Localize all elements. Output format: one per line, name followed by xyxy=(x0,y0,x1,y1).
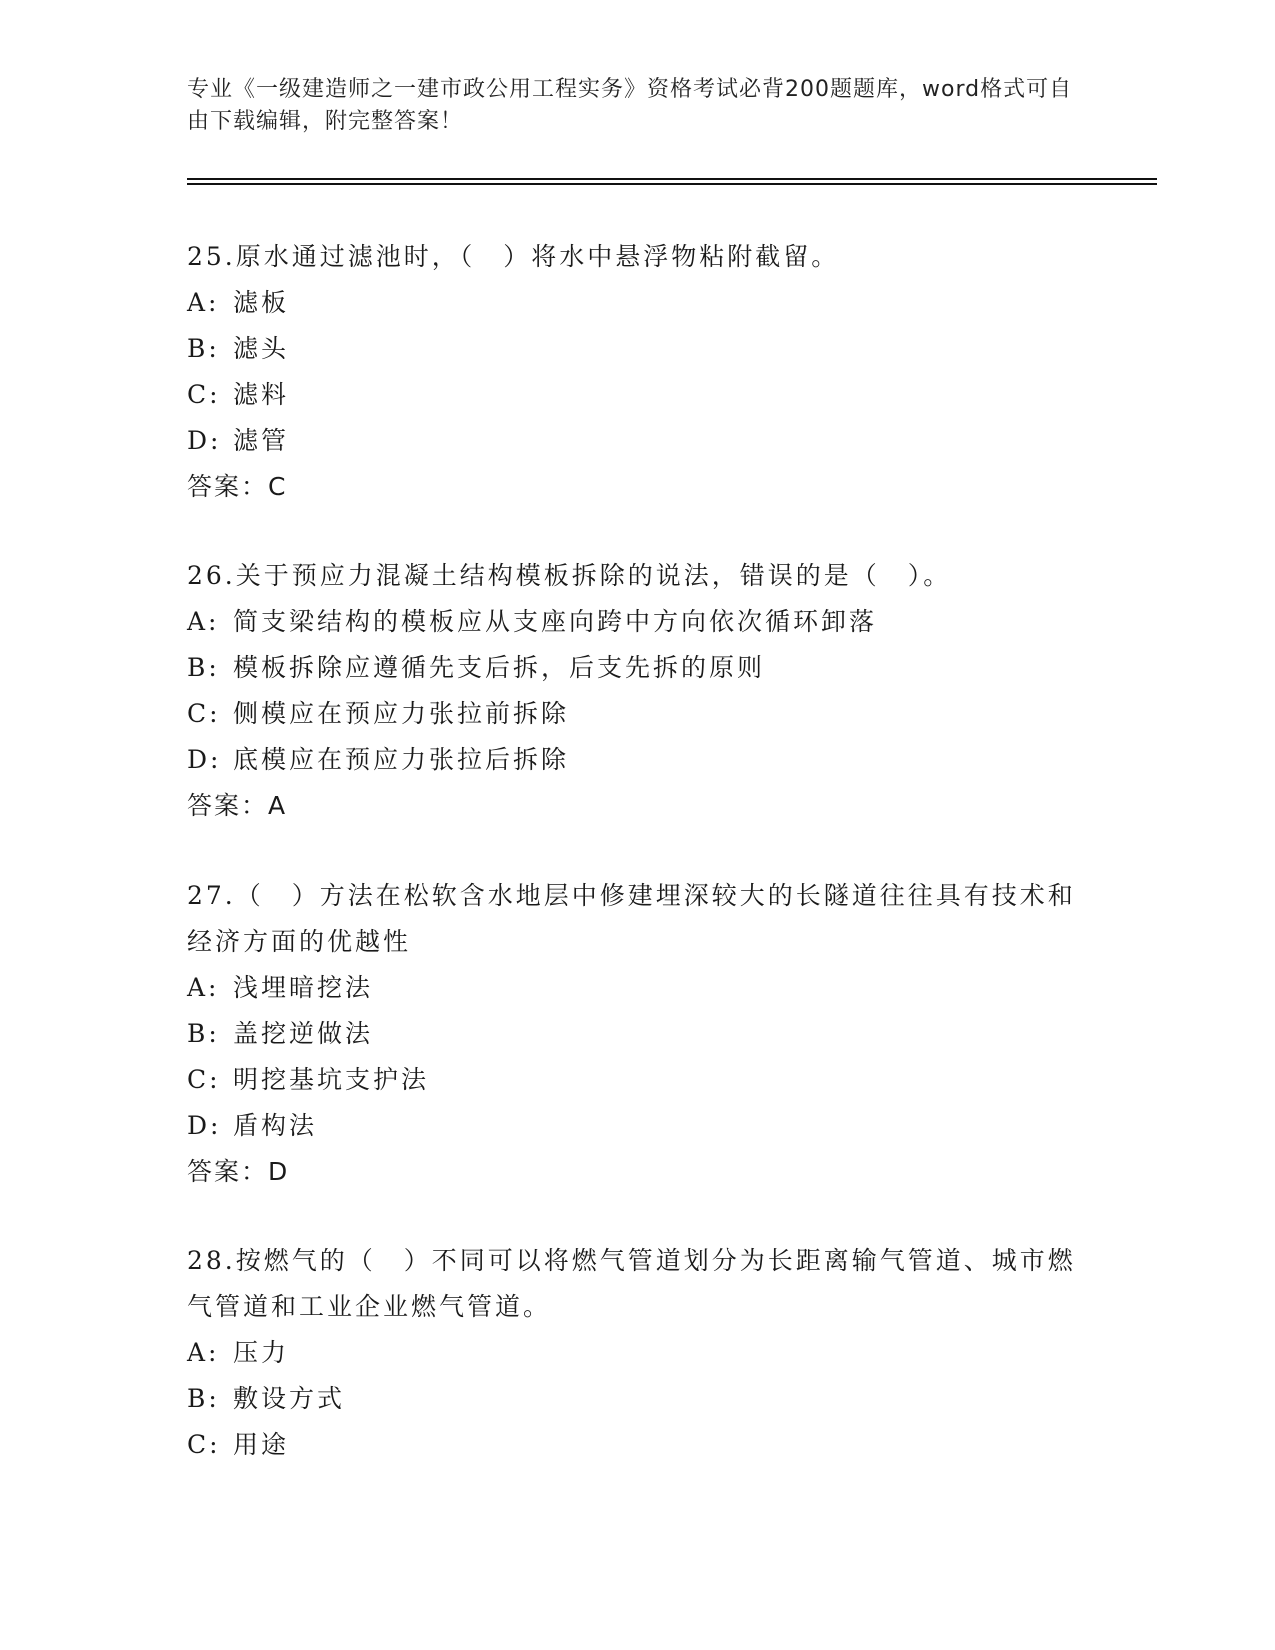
option-text: 简支梁结构的模板应从支座向跨中方向依次循环卸落 xyxy=(233,607,878,636)
option-label: A: xyxy=(187,288,220,317)
option-b xyxy=(187,326,1087,372)
question-stem: 27.（ ）方法在松软含水地层中修建埋深较大的长隧道往往具有技术和经济方面的优越性 xyxy=(187,881,1076,956)
option-a xyxy=(187,965,1087,1011)
option-label: B: xyxy=(187,1384,220,1413)
question-25 xyxy=(187,234,1087,510)
option-text: 盖挖逆做法 xyxy=(233,1019,374,1048)
option-d xyxy=(187,1103,1087,1149)
option-text: 滤管 xyxy=(233,426,290,455)
option-text: 滤料 xyxy=(233,380,290,409)
option-label: C: xyxy=(187,1430,221,1459)
option-a xyxy=(187,280,1087,326)
answer-line: 答案：C xyxy=(187,472,288,501)
option-text: 模板拆除应遵循先支后拆，后支先拆的原则 xyxy=(233,653,766,682)
option-label: D: xyxy=(187,1111,222,1140)
option-text: 滤板 xyxy=(233,288,290,317)
option-text: 用途 xyxy=(233,1430,290,1459)
option-text: 滤头 xyxy=(233,334,290,363)
option-text: 侧模应在预应力张拉前拆除 xyxy=(233,699,570,728)
option-d xyxy=(187,737,1087,783)
question-27 xyxy=(187,873,1087,1195)
option-c xyxy=(187,1422,1087,1468)
option-c xyxy=(187,691,1087,737)
option-label: B: xyxy=(187,1019,220,1048)
answer-line: 答案：A xyxy=(187,791,288,820)
option-text: 敷设方式 xyxy=(233,1384,346,1413)
option-b xyxy=(187,1376,1087,1422)
option-label: A: xyxy=(187,973,220,1002)
header-divider-bottom xyxy=(187,183,1157,185)
question-stem: 25.原水通过滤池时，（ ）将水中悬浮物粘附截留。 xyxy=(187,242,840,271)
question-stem: 26.关于预应力混凝土结构模板拆除的说法，错误的是（ ）。 xyxy=(187,561,952,590)
option-label: D: xyxy=(187,745,222,774)
option-b xyxy=(187,1011,1087,1057)
option-text: 压力 xyxy=(233,1338,290,1367)
option-c xyxy=(187,1057,1087,1103)
option-label: C: xyxy=(187,699,221,728)
option-label: B: xyxy=(187,653,220,682)
option-label: B: xyxy=(187,334,220,363)
option-d xyxy=(187,418,1087,464)
option-text: 浅埋暗挖法 xyxy=(233,973,374,1002)
option-c xyxy=(187,372,1087,418)
answer-line: 答案：D xyxy=(187,1157,290,1186)
header-divider-top xyxy=(187,178,1157,180)
question-stem: 28.按燃气的（ ）不同可以将燃气管道划分为长距离输气管道、城市燃气管道和工业企业燃气管道。 xyxy=(187,1246,1076,1321)
option-b xyxy=(187,645,1087,691)
option-text: 盾构法 xyxy=(233,1111,318,1140)
question-28 xyxy=(187,1238,1087,1468)
document-header: 专业《一级建造师之一建市政公用工程实务》资格考试必背200题题库，word格式可自由下载编辑，附完整答案！ xyxy=(187,77,1073,134)
option-label: A: xyxy=(187,607,220,636)
option-text: 底模应在预应力张拉后拆除 xyxy=(233,745,570,774)
option-a xyxy=(187,1330,1087,1376)
option-label: A: xyxy=(187,1338,220,1367)
option-a xyxy=(187,599,1087,645)
option-label: D: xyxy=(187,426,222,455)
option-label: C: xyxy=(187,1065,221,1094)
option-label: C: xyxy=(187,380,221,409)
option-text: 明挖基坑支护法 xyxy=(233,1065,430,1094)
question-26 xyxy=(187,553,1087,829)
